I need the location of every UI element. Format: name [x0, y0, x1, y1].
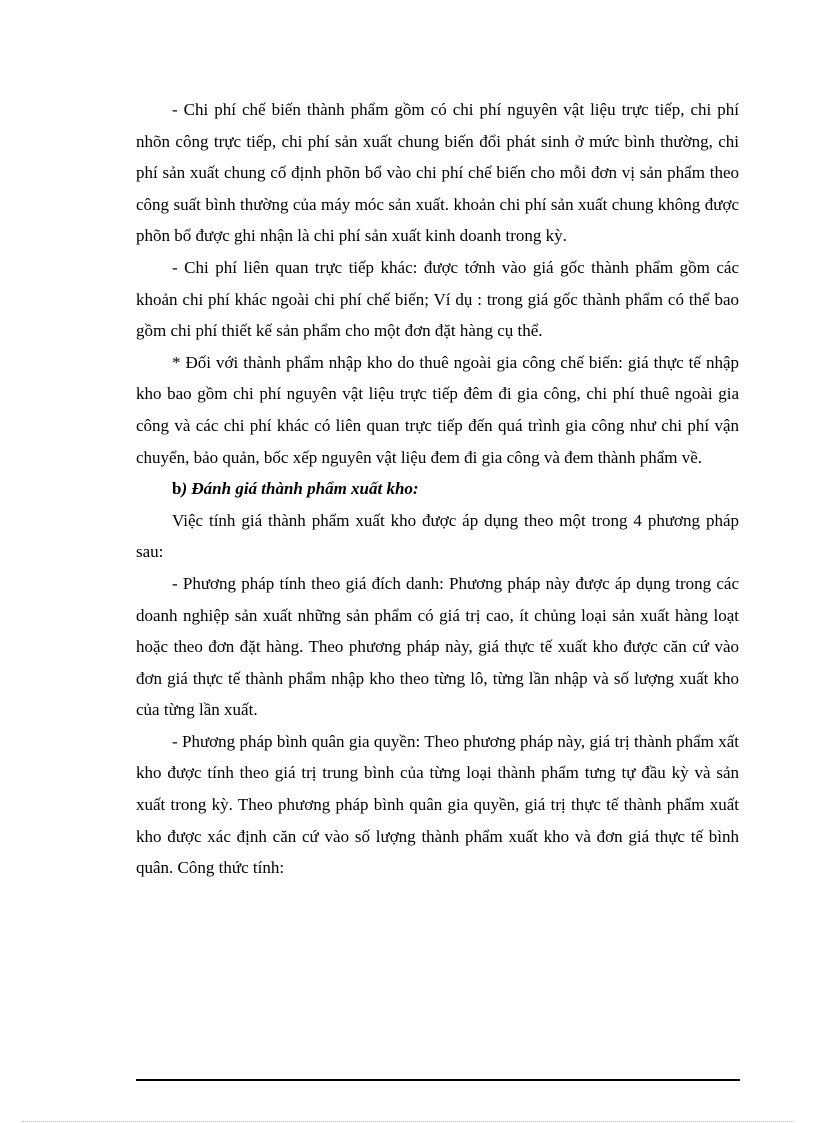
section-heading-prefix: b — [172, 479, 182, 499]
paragraph-specific-identification: - Phương pháp tính theo giá đích danh: Phương pháp này được áp dụng trong các doanh nghiệp sản xuất những sản phẩm có giá trị cao, ít chủng loại sản xuất hàng loạt hoặc theo đơn đặt hàng. Theo phương pháp này, giá thực tế xuất kho được căn cứ vào đơn giá thực tế thành phẩm nhập kho theo từng lô, từng lần nhập và số lượng xuất kho của từng lần xuất. — [136, 573, 739, 720]
footer-divider — [136, 1079, 740, 1081]
paragraph-outsourced-processing: * Đối với thành phẩm nhập kho do thuê ngoài gia công chế biến: giá thực tế nhập kho bao gồm chi phí nguyên vật liệu trực tiếp đêm đi gia công, chi phí thuê ngoài gia công và các chi phí khác có liên quan trực tiếp đến quá trình gia công như chi phí vận chuyển, bảo quản, bốc xếp nguyên vật liệu đem đi gia công và đem thành phẩm về. — [136, 352, 739, 467]
paragraph-weighted-average: - Phương pháp bình quân gia quyền: Theo phương pháp này, giá trị thành phẩm xất kho được tính theo giá trị trung bình của từng loại thành phẩm tưng tự đầu kỳ và sản xuất trong kỳ. Theo phương pháp bình quân gia quyền, giá trị thực tế thành phẩm xuất kho được xác định căn cứ vào số lượng thành phẩm xuất kho và đơn giá thực tế bình quân. Công thức tính: — [136, 731, 739, 878]
paragraph-methods-intro: Việc tính giá thành phẩm xuất kho được áp dụng theo một trong 4 phương pháp sau: — [136, 510, 739, 562]
paragraph-other-direct-cost: - Chi phí liên quan trực tiếp khác: được tớnh vào giá gốc thành phẩm gồm các khoản chi phí khác ngoài chi phí chế biến; Ví dụ : trong giá gốc thành phẩm có thể bao gồm chi phí thiết kế sản phẩm cho một đơn đặt hàng cụ thể. — [136, 257, 739, 341]
section-heading — [136, 473, 739, 505]
page-bottom-edge — [22, 1121, 794, 1122]
document-body — [136, 94, 739, 884]
section-heading-title: ) Đánh giá thành phẩm xuất kho: — [181, 479, 419, 499]
paragraph-production-cost: - Chi phí chế biến thành phẩm gồm có chi phí nguyên vật liệu trực tiếp, chi phí nhõn công trực tiếp, chi phí sản xuất chung biến đổi phát sinh ở mức bình thường, chi phí sản xuất chung cố định phõn bổ vào chi phí chế biến cho mỗi đơn vị sản phẩm theo công suất bình thường của máy móc sản xuất. khoản chi phí sản xuất chung không được phõn bổ được ghi nhận là chi phí sản xuất kinh doanh trong kỳ. — [136, 100, 739, 246]
